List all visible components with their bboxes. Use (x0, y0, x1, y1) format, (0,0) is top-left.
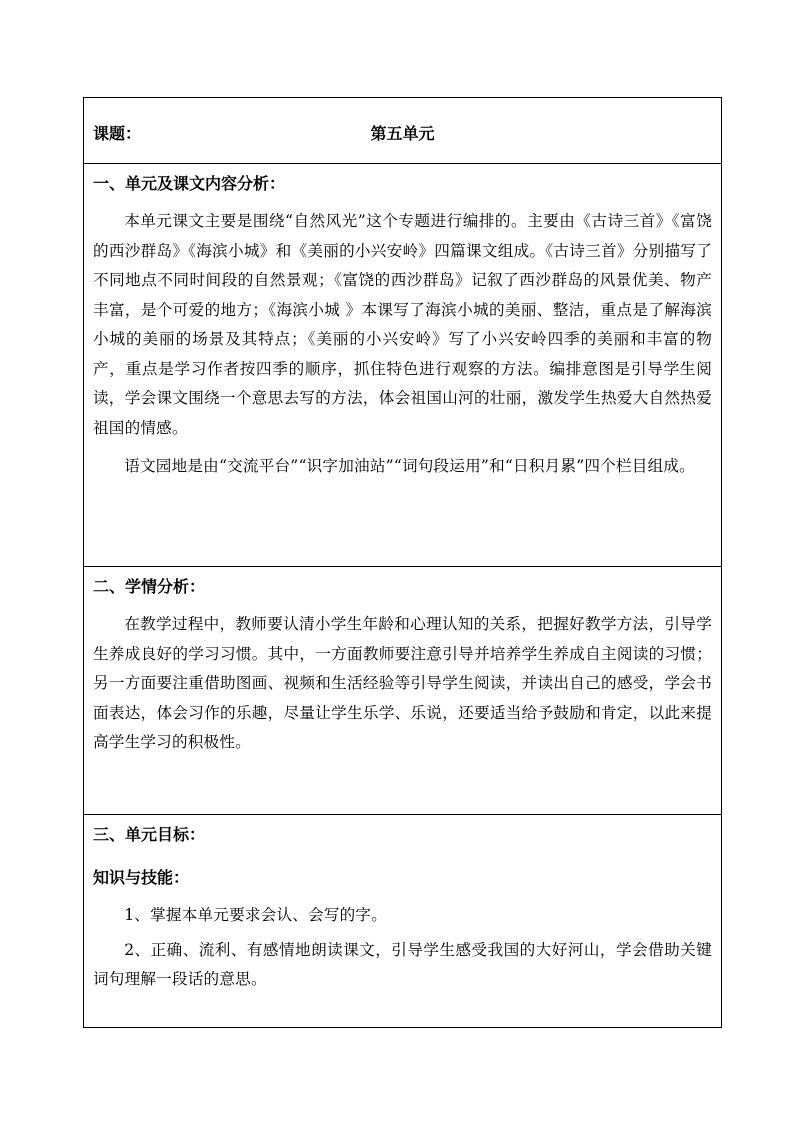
learner-analysis-section (84, 567, 721, 815)
unit-title: 第五单元 (370, 124, 435, 143)
unit-analysis-paragraph: 本单元课文主要是围绕“自然风光”这个专题进行编排的。主要由《古诗三首》《富饶的西沙群岛》《海滨小城》和《美丽的小兴安岭》四篇课文组成。《古诗三首》分别描写了不同地点不同时间段的自然景观；《富饶的西沙群岛》记叙了西沙群岛的风景优美、物产丰富，是个可爱的地方；《海滨小城 》本课写了海滨小城的美丽、整洁，重点是了解海滨小城的美丽的场景及其特点；《美丽的小兴安岭》写了小兴安岭四季的美丽和丰富的物产，重点是学习作者按四季的顺序，抓住特色进行观察的方法。编排意图是引导学生阅读，学会课文围绕一个意思去写的方法，体会祖国山河的壮丽，激发学生热爱大自然热爱祖国的情感。 (93, 212, 712, 437)
knowledge-skills-heading: 知识与技能： (93, 868, 190, 887)
goal-item: 1、掌握本单元要求会认、会写的字。 (124, 906, 388, 924)
unit-analysis-paragraph: 语文园地是由“交流平台”“识字加油站”“词句段运用”和“日积月累”四个栏目组成。 (124, 457, 695, 475)
topic-label: 课题： (93, 124, 142, 143)
learner-analysis-paragraph: 在教学过程中，教师要认清小学生年龄和心理认知的关系，把握好教学方法，引导学生养成良好的学习习惯。其中，一方面教师要注意引导并培养学生养成自主阅读的习惯；另一方面要注重借助图画、视频和生活经验等引导学生阅读，并读出自己的感受，学会书面表达，体会习作的乐趣，尽量让学生乐学、乐说，还要适当给予鼓励和肯定，以此来提高学生学习的积极性。 (93, 615, 712, 751)
unit-goals-section (84, 815, 721, 1027)
unit-analysis-heading: 一、单元及课文内容分析： (93, 174, 286, 193)
lesson-plan-table (83, 97, 722, 1028)
title-row (84, 98, 721, 164)
unit-goals-heading: 三、单元目标： (93, 825, 206, 844)
goal-item: 2、正确、流利、有感情地朗读课文，引导学生感受我国的大好河山，学会借助关键词句理解一段话的意思。 (93, 940, 712, 988)
learner-analysis-heading: 二、学情分析： (93, 577, 206, 596)
unit-analysis-section (84, 164, 721, 567)
